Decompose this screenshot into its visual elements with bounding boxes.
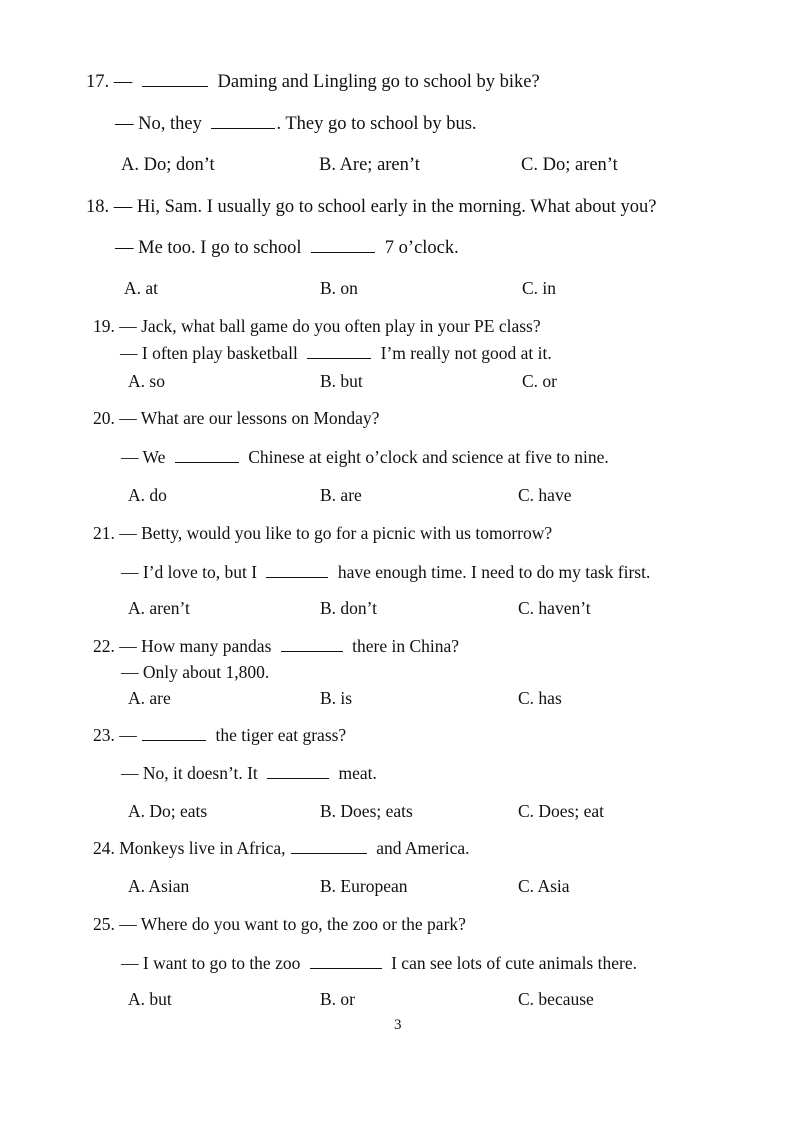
stem-text: 22. — How many pandas	[93, 636, 272, 656]
option-a: A. Do; eats	[128, 801, 208, 821]
question-18-reply	[115, 239, 459, 258]
question-22-stem	[93, 638, 459, 656]
stem-text: 23. —	[93, 725, 137, 745]
option-c: C. has	[518, 688, 562, 708]
answer-blank	[211, 128, 275, 129]
answer-blank	[142, 740, 206, 741]
answer-blank	[311, 252, 375, 253]
stem-text: 17. —	[86, 72, 133, 92]
reply-text: — No, it doesn’t. It	[121, 763, 258, 783]
reply-text: meat.	[338, 763, 377, 783]
question-20-reply	[121, 449, 609, 467]
reply-text: have enough time. I need to do my task first.	[337, 562, 651, 582]
stem-text: and America.	[376, 838, 470, 858]
option-b: B. Are; aren’t	[319, 155, 420, 175]
option-c: C. Do; aren’t	[521, 155, 618, 175]
option-c: C. because	[518, 989, 594, 1009]
option-b: B. on	[320, 278, 358, 298]
reply-text: Chinese at eight o’clock and science at five to nine.	[248, 447, 609, 467]
answer-blank	[291, 853, 367, 854]
answer-blank	[281, 651, 343, 652]
question-25-stem: 25. — Where do you want to go, the zoo or the park?	[93, 914, 466, 934]
reply-text: I can see lots of cute animals there.	[391, 953, 637, 973]
option-a: A. so	[128, 371, 165, 391]
question-24-stem	[93, 840, 470, 858]
question-20-stem: 20. — What are our lessons on Monday?	[93, 408, 380, 428]
option-a: A. Do; don’t	[121, 155, 215, 175]
question-25-reply	[121, 955, 637, 973]
stem-text: Daming and Lingling go to school by bike?	[217, 72, 540, 92]
question-17-stem	[86, 73, 540, 92]
page-number: 3	[394, 1017, 402, 1033]
question-23-stem	[93, 727, 346, 745]
question-21-stem: 21. — Betty, would you like to go for a picnic with us tomorrow?	[93, 523, 553, 543]
reply-text: I’m really not good at it.	[380, 343, 552, 363]
reply-text: — I often play basketball	[120, 343, 298, 363]
question-19-stem: 19. — Jack, what ball game do you often play in your PE class?	[93, 316, 541, 336]
option-b: B. or	[320, 989, 355, 1009]
reply-text: — I want to go to the zoo	[121, 953, 301, 973]
stem-text: there in China?	[352, 636, 460, 656]
option-a: A. are	[128, 688, 171, 708]
option-a: A. aren’t	[128, 598, 190, 618]
option-a: A. but	[128, 989, 172, 1009]
option-c: C. Does; eat	[518, 801, 605, 821]
option-c: C. in	[522, 278, 557, 298]
option-c: C. or	[522, 371, 557, 391]
stem-text: 24. Monkeys live in Africa,	[93, 838, 286, 858]
option-b: B. are	[320, 485, 362, 505]
option-a: A. at	[124, 278, 159, 298]
stem-text: the tiger eat grass?	[215, 725, 347, 745]
reply-text: — We	[121, 447, 166, 467]
reply-text: — No, they	[115, 114, 202, 134]
option-c: C. haven’t	[518, 598, 591, 618]
option-b: B. but	[320, 371, 363, 391]
question-19-reply	[120, 345, 552, 363]
answer-blank	[266, 577, 328, 578]
question-23-reply	[121, 765, 377, 783]
option-c: C. Asia	[518, 876, 570, 896]
answer-blank	[307, 358, 371, 359]
question-18-stem: 18. — Hi, Sam. I usually go to school early in the morning. What about you?	[86, 197, 657, 217]
question-22-reply: — Only about 1,800.	[121, 662, 270, 682]
reply-text: — Me too. I go to school	[115, 238, 302, 258]
answer-blank	[267, 778, 329, 779]
answer-blank	[175, 462, 239, 463]
option-a: A. do	[128, 485, 167, 505]
reply-text: . They go to school by bus.	[276, 114, 477, 134]
answer-blank	[142, 86, 208, 87]
reply-text: 7 o’clock.	[384, 238, 459, 258]
option-b: B. European	[320, 876, 408, 896]
option-c: C. have	[518, 485, 572, 505]
question-21-reply	[121, 564, 650, 582]
question-17-reply	[115, 115, 477, 134]
option-a: A. Asian	[128, 876, 190, 896]
option-b: B. don’t	[320, 598, 378, 618]
option-b: B. is	[320, 688, 353, 708]
option-b: B. Does; eats	[320, 801, 413, 821]
answer-blank	[310, 968, 382, 969]
reply-text: — I’d love to, but I	[121, 562, 258, 582]
